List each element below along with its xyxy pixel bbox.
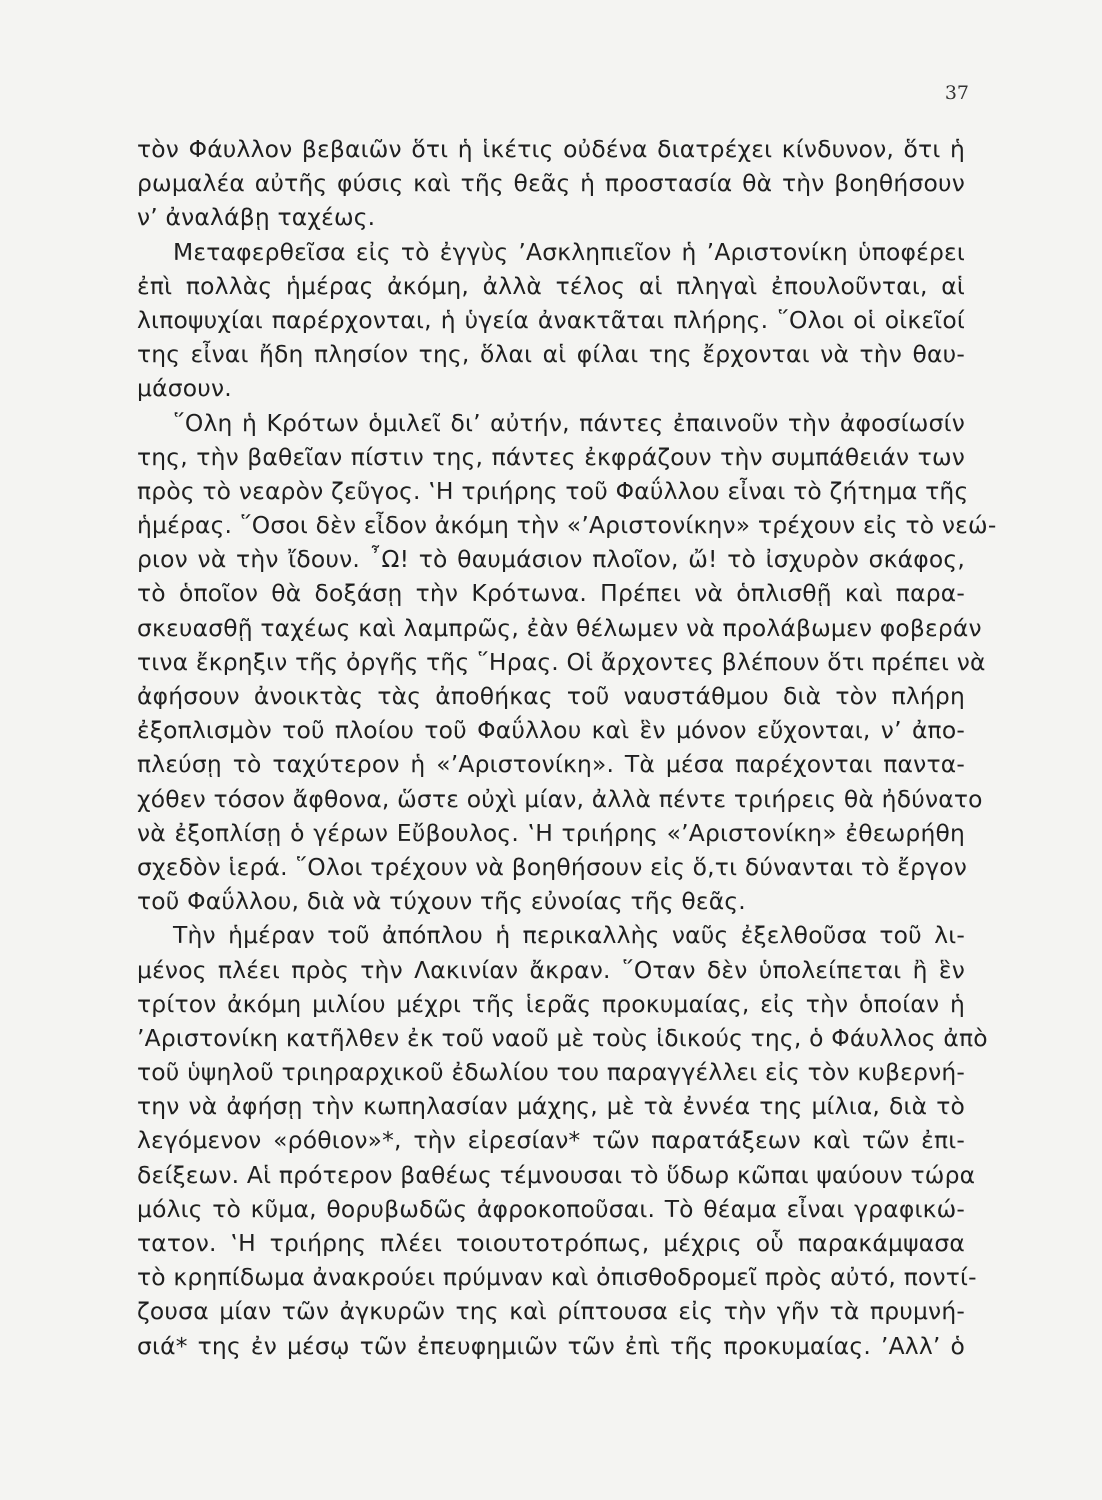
text-line: τὸν Φάυλλον βεβαιῶν ὅτι ἡ ἱκέτις οὐδένα διατρέχει κίνδυνον, ὅτι ἡ (137, 135, 965, 163)
text-line: τινα ἔκρηξιν τῆς ὀργῆς τῆς ῞Ηρας. Οἱ ἄρχοντες βλέπουν ὅτι πρέπει νὰ (137, 647, 986, 676)
text-line: ν’ ἀναλάβῃ ταχέως. (137, 203, 376, 232)
text-line: μάσουν. (137, 374, 232, 403)
text-line: μόλις τὸ κῦμα, θορυβωδῶς ἀφροκοποῦσαι. Τὸ θέαμα εἶναι γραφικώ- (137, 1194, 965, 1223)
text-line: ῞Ολη ἡ Κρότων ὁμιλεῖ δι’ αὐτήν, πάντες ἐπαινοῦν τὴν ἀφοσίωσίν (173, 408, 965, 437)
text-line: της εἶναι ἤδη πλησίον της, ὅλαι αἱ φίλαι της ἔρχονται νὰ τὴν θαυ- (137, 340, 965, 369)
text-line: ρωμαλέα αὐτῆς φύσις καὶ τῆς θεᾶς ἡ προστασία θὰ τὴν βοηθήσουν (137, 169, 965, 198)
text-line: δείξεων. Αἱ πρότερον βαθέως τέμνουσαι τὸ ὕδωρ κῶπαι ψαύουν τώρα (137, 1160, 976, 1189)
text-line: της, τὴν βαθεῖαν πίστιν της, πάντες ἐκφράζουν τὴν συμπάθειάν των (137, 442, 965, 471)
text-line: τοῦ Φαΰλλου, διὰ νὰ τύχουν τῆς εὐνοίας τῆς θεᾶς. (137, 887, 746, 916)
text-line: ζουσα μίαν τῶν ἀγκυρῶν της καὶ ρίπτουσα εἰς τὴν γῆν τὰ πρυμνή- (137, 1297, 965, 1326)
text-line: ἀφήσουν ἀνοικτὰς τὰς ἀποθήκας τοῦ ναυστάθμου διὰ τὸν πλήρη (137, 682, 965, 710)
text-line: πρὸς τὸ νεαρὸν ζεῦγος. ‛Η τριήρης τοῦ Φαΰλλου εἶναι τὸ ζήτημα τῆς (137, 476, 969, 505)
text-line: την νὰ ἀφήσῃ τὴν κωπηλασίαν μάχης, μὲ τὰ ἐννέα της μίλια, διὰ τὸ (137, 1092, 965, 1121)
text-line: τοῦ ὑψηλοῦ τριηραρχικοῦ ἐδωλίου του παραγγέλλει εἰς τὸν κυβερνή- (137, 1058, 965, 1087)
text-line: τὸ κρηπίδωμα ἀνακρούει πρύμναν καὶ ὀπισθοδρομεῖ πρὸς αὐτό, ποντί- (137, 1263, 977, 1292)
text-line: Τὴν ἡμέραν τοῦ ἀπόπλου ἡ περικαλλὴς ναῦς ἐξελθοῦσα τοῦ λι- (173, 921, 965, 950)
text-line: σκευασθῇ ταχέως καὶ λαμπρῶς, ἐὰν θέλωμεν νὰ προλάβωμεν φοβεράν (137, 613, 982, 642)
text-line: ἐπὶ πολλὰς ἡμέρας ἀκόμη, ἀλλὰ τέλος αἱ πληγαὶ ἐπουλοῦνται, αἱ (137, 271, 965, 300)
page-number: 37 (944, 82, 969, 104)
text-line: σιά* της ἐν μέσῳ τῶν ἐπευφημιῶν τῶν ἐπὶ τῆς προκυμαίας. ’Αλλ’ ὁ (137, 1331, 965, 1360)
text-line: πλεύσῃ τὸ ταχύτερον ἡ «’Αριστονίκη». Τὰ μέσα παρέχονται παντα- (137, 750, 965, 779)
text-line: τρίτον ἀκόμη μιλίου μέχρι τῆς ἱερᾶς προκυμαίας, εἰς τὴν ὁποίαν ἡ (137, 989, 965, 1018)
text-line: μένος πλέει πρὸς τὴν Λακινίαν ἄκραν. ῞Οταν δὲν ὑπολείπεται ἢ ἓν (137, 955, 965, 984)
text-line: χόθεν τόσον ἄφθονα, ὥστε οὐχὶ μίαν, ἀλλὰ πέντε τριήρεις θὰ ἠδύνατο (137, 784, 983, 813)
text-line: λεγόμενον «ρόθιον»*, τὴν εἰρεσίαν* τῶν παρατάξεων καὶ τῶν ἐπι- (137, 1126, 965, 1155)
text-line: σχεδὸν ἱερά. ῞Ολοι τρέχουν νὰ βοηθήσουν εἰς ὅ,τι δύνανται τὸ ἔργον (137, 852, 968, 881)
text-line: τατον. ‛Η τριήρης πλέει τοιουτοτρόπως, μέχρις οὗ παρακάμψασα (137, 1229, 965, 1257)
text-line: ’Αριστονίκη κατῆλθεν ἐκ τοῦ ναοῦ μὲ τοὺς ἰδικούς της, ὁ Φάυλλος ἀπὸ (137, 1023, 988, 1052)
text-line: Μεταφερθεῖσα εἰς τὸ ἐγγὺς ’Ασκληπιεῖον ἡ ’Αριστονίκη ὑποφέρει (173, 237, 965, 266)
text-line: νὰ ἐξοπλίσῃ ὁ γέρων Εὔβουλος. ‛Η τριήρης «’Αριστονίκη» ἐθεωρήθη (137, 818, 965, 847)
page-text (137, 132, 997, 1363)
text-line: ἐξοπλισμὸν τοῦ πλοίου τοῦ Φαΰλλου καὶ ἓν μόνον εὔχονται, ν’ ἀπο- (137, 716, 965, 745)
text-line: λιποψυχίαι παρέρχονται, ἡ ὑγεία ἀνακτᾶται πλήρης. ῞Ολοι οἱ οἰκεῖοί (137, 305, 965, 334)
text-line: ριον νὰ τὴν ἴδουν. ῏Ω! τὸ θαυμάσιον πλοῖον, ὤ! τὸ ἰσχυρὸν σκάφος, (137, 545, 965, 574)
text-line: ἡμέρας. ῞Οσοι δὲν εἶδον ἀκόμη τὴν «’Αριστονίκην» τρέχουν εἰς τὸ νεώ- (137, 511, 997, 540)
text-line: τὸ ὁποῖον θὰ δοξάσῃ τὴν Κρότωνα. Πρέπει νὰ ὁπλισθῇ καὶ παρα- (137, 579, 965, 608)
